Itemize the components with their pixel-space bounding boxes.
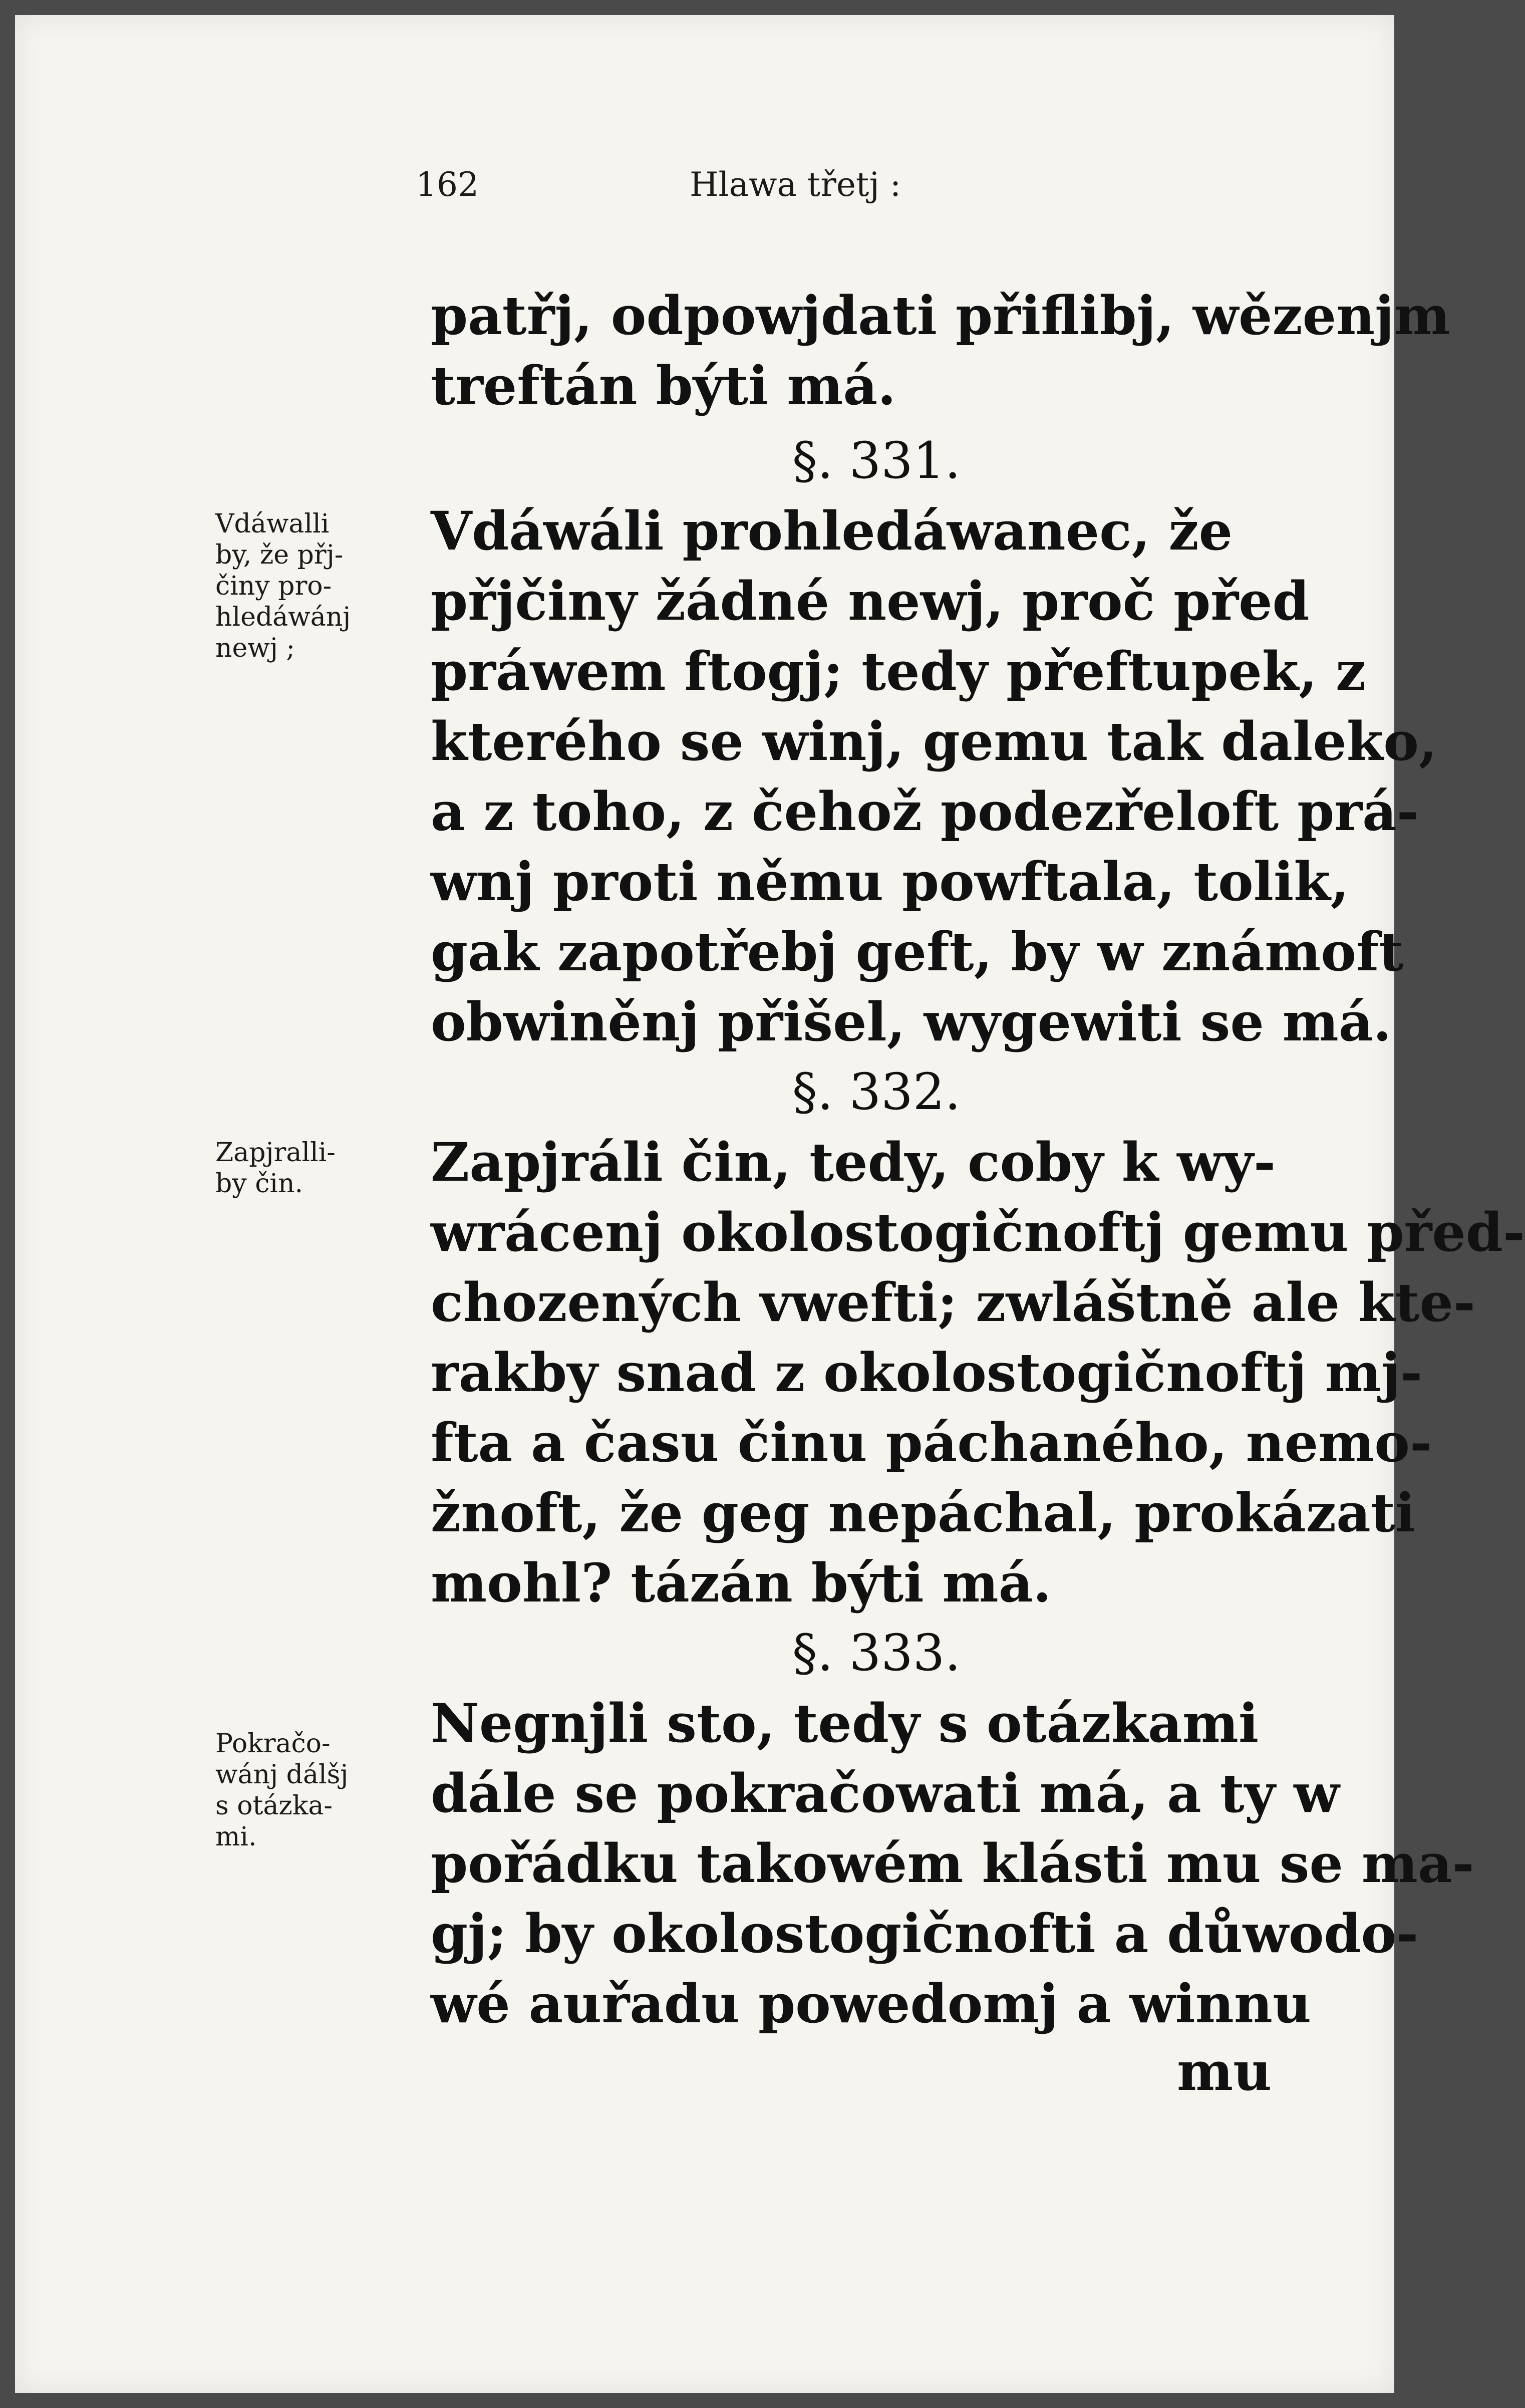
margin-note-332 [215, 1137, 426, 1199]
text-line: práwem ftogj; tedy přeftupek, z [431, 640, 1366, 702]
running-title: Hlawa třetj : [689, 165, 901, 204]
running-header [416, 165, 901, 204]
margin-note-line: činy pro- [215, 571, 332, 601]
margin-note-line: Zapjralli- [215, 1138, 336, 1168]
section-heading: §. 333. [792, 1624, 961, 1682]
section-331 [431, 426, 1437, 1057]
section-332 [431, 1057, 1525, 1618]
text-line: a z toho, z čehož podezřeloft prá- [431, 780, 1419, 843]
text-line: Zapjráli čin, tedy, coby k wy- [431, 1131, 1276, 1193]
text-line: kterého se winj, gemu tak daleko, [431, 710, 1437, 772]
text-line: přjčiny žádné newj, proč před [431, 570, 1310, 632]
text-line: rakby snad z okolostogičnoftj mj- [431, 1341, 1423, 1404]
margin-note-333 [215, 1728, 426, 1852]
margin-note-line: s otázka- [215, 1791, 333, 1821]
margin-note-331 [215, 508, 426, 664]
text-line: Negnjli sto, tedy s otázkami [431, 1692, 1259, 1754]
margin-note-line: wánj dálšj [215, 1760, 349, 1790]
margin-note-line: mi. [215, 1822, 257, 1852]
text-line: wrácenj okolostogičnoftj gemu před- [431, 1201, 1525, 1263]
text-line: mohl? tázán býti má. [431, 1551, 1052, 1614]
text-line: Vdáwáli prohledáwanec, že [431, 499, 1233, 562]
catchword-text: mu [1177, 2040, 1272, 2102]
page-number: 162 [416, 165, 479, 204]
text-line: gak zapotřebj geft, by w známoft [431, 920, 1404, 983]
margin-note-line: Vdáwalli [215, 509, 330, 539]
margin-note-line: by čin. [215, 1169, 303, 1199]
text-line: treftán býti má. [431, 354, 896, 417]
text-line: fta a času činu páchaného, nemo- [431, 1411, 1432, 1474]
text-line: wnj proti němu powftala, tolik, [431, 850, 1349, 913]
text-line: dále se pokračowati má, a ty w [431, 1762, 1340, 1824]
margin-note-line: by, že přj- [215, 540, 344, 570]
text-line: pořádku takowém klásti mu se ma- [431, 1832, 1474, 1895]
section-heading: §. 331. [792, 431, 961, 490]
catchword [1177, 2036, 1307, 2106]
continuation-text [431, 281, 1450, 421]
margin-note-line: Pokračo- [215, 1729, 331, 1759]
section-heading: §. 332. [792, 1062, 961, 1121]
text-line: obwiněnj přišel, wygewiti se má. [431, 990, 1392, 1053]
text-line: wé auřadu powedomj a winnu [431, 1972, 1312, 2035]
text-line: chozených vwefti; zwláštně ale kte- [431, 1271, 1475, 1333]
margin-note-line: newj ; [215, 633, 295, 663]
text-line: žnoft, že geg nepáchal, prokázati [431, 1481, 1416, 1544]
text-line: patřj, odpowjdati přiflibj, wězenjm [431, 284, 1450, 347]
book-page [15, 15, 1525, 2393]
text-line: gj; by okolostogičnofti a důwodo- [431, 1902, 1419, 1965]
section-333 [431, 1618, 1474, 2039]
margin-note-line: hledáwánj [215, 602, 351, 632]
